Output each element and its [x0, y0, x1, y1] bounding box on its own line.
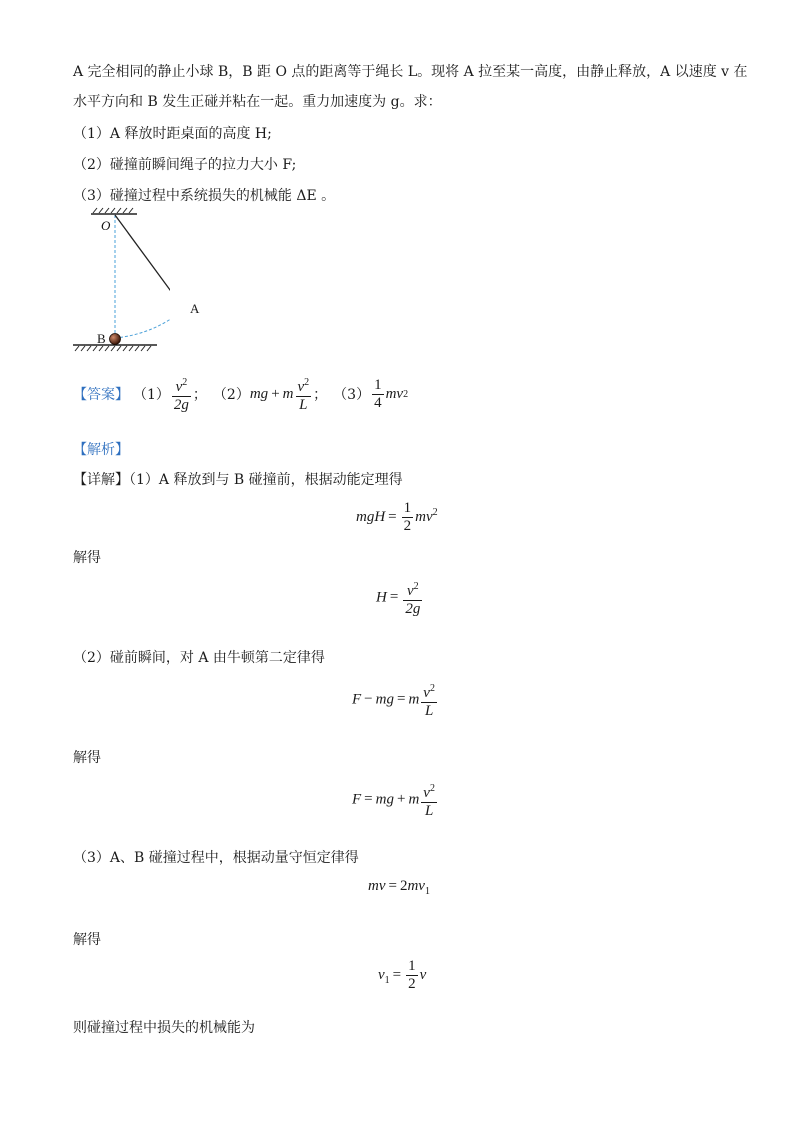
label-b: B — [97, 331, 106, 346]
detail-text: （1）A 释放到与 B 碰撞前，根据动能定理得 — [129, 472, 403, 488]
swing-arc — [115, 309, 170, 338]
answer-tag: 【答案】 — [73, 387, 129, 403]
answer-part-1-label: （1） — [133, 387, 170, 403]
pendulum-figure — [70, 206, 170, 356]
problem-line-1: A 完全相同的静止小球 B，B 距 O 点的距离等于绳长 L。现将 A 拉至某一高度，由静止释放，A 以速度 v 在 — [73, 64, 748, 80]
answer-sep-2: ； — [313, 387, 328, 403]
solve-label-2: 解得 — [73, 750, 101, 766]
pendulum-string — [115, 215, 170, 309]
answer-1-formula: $\frac{v^2}{2g}$ — [170, 374, 193, 414]
solve-label-1: 解得 — [73, 550, 101, 566]
step-2-text: （2）碰前瞬间，对 A 由牛顿第二定律得 — [73, 650, 325, 666]
step-3-text: （3）A、B 碰撞过程中，根据动量守恒定律得 — [73, 850, 359, 866]
equation-1: mgH = $\frac{1}{2}$ $mv^2$ — [356, 500, 438, 534]
problem-line-2: 水平方向和 B 发生正碰并粘在一起。重力加速度为 g。求： — [73, 94, 442, 110]
answer-part-2-label: （2） — [212, 387, 250, 403]
answer-part-3-label: （3） — [333, 387, 371, 403]
equation-5: mv = $2mv_1$ — [368, 878, 430, 897]
detail-tag: 【详解】 — [73, 472, 129, 488]
answer-row — [73, 374, 408, 414]
equation-4: F = mg + m $\frac{v^2}{L}$ — [352, 780, 439, 820]
answer-sep-1: ； — [192, 387, 207, 403]
label-a: A — [190, 301, 200, 316]
solve-label-3: 解得 — [73, 932, 101, 948]
label-o: O — [101, 218, 111, 233]
question-2: （2）碰撞前瞬间绳子的拉力大小 F; — [73, 157, 297, 173]
question-1: （1）A 释放时距桌面的高度 H; — [73, 126, 272, 142]
equation-2: H = $\frac{v^2}{2g}$ — [376, 578, 424, 618]
final-line: 则碰撞过程中损失的机械能为 — [73, 1020, 255, 1036]
ball-b — [110, 334, 121, 345]
answer-3-formula: $\frac{1}{4}$ mv 2 — [374, 376, 409, 411]
answer-2-formula: mg + m $\frac{v^2}{L}$ — [250, 374, 313, 414]
equation-3: F − mg = m $\frac{v^2}{L}$ — [352, 680, 439, 720]
equation-6: $v_1$ = $\frac{1}{2}$ v — [378, 958, 427, 992]
detail-line — [73, 470, 403, 490]
question-3: （3）碰撞过程中系统损失的机械能 ΔE 。 — [73, 188, 336, 204]
analysis-tag: 【解析】 — [73, 442, 129, 458]
